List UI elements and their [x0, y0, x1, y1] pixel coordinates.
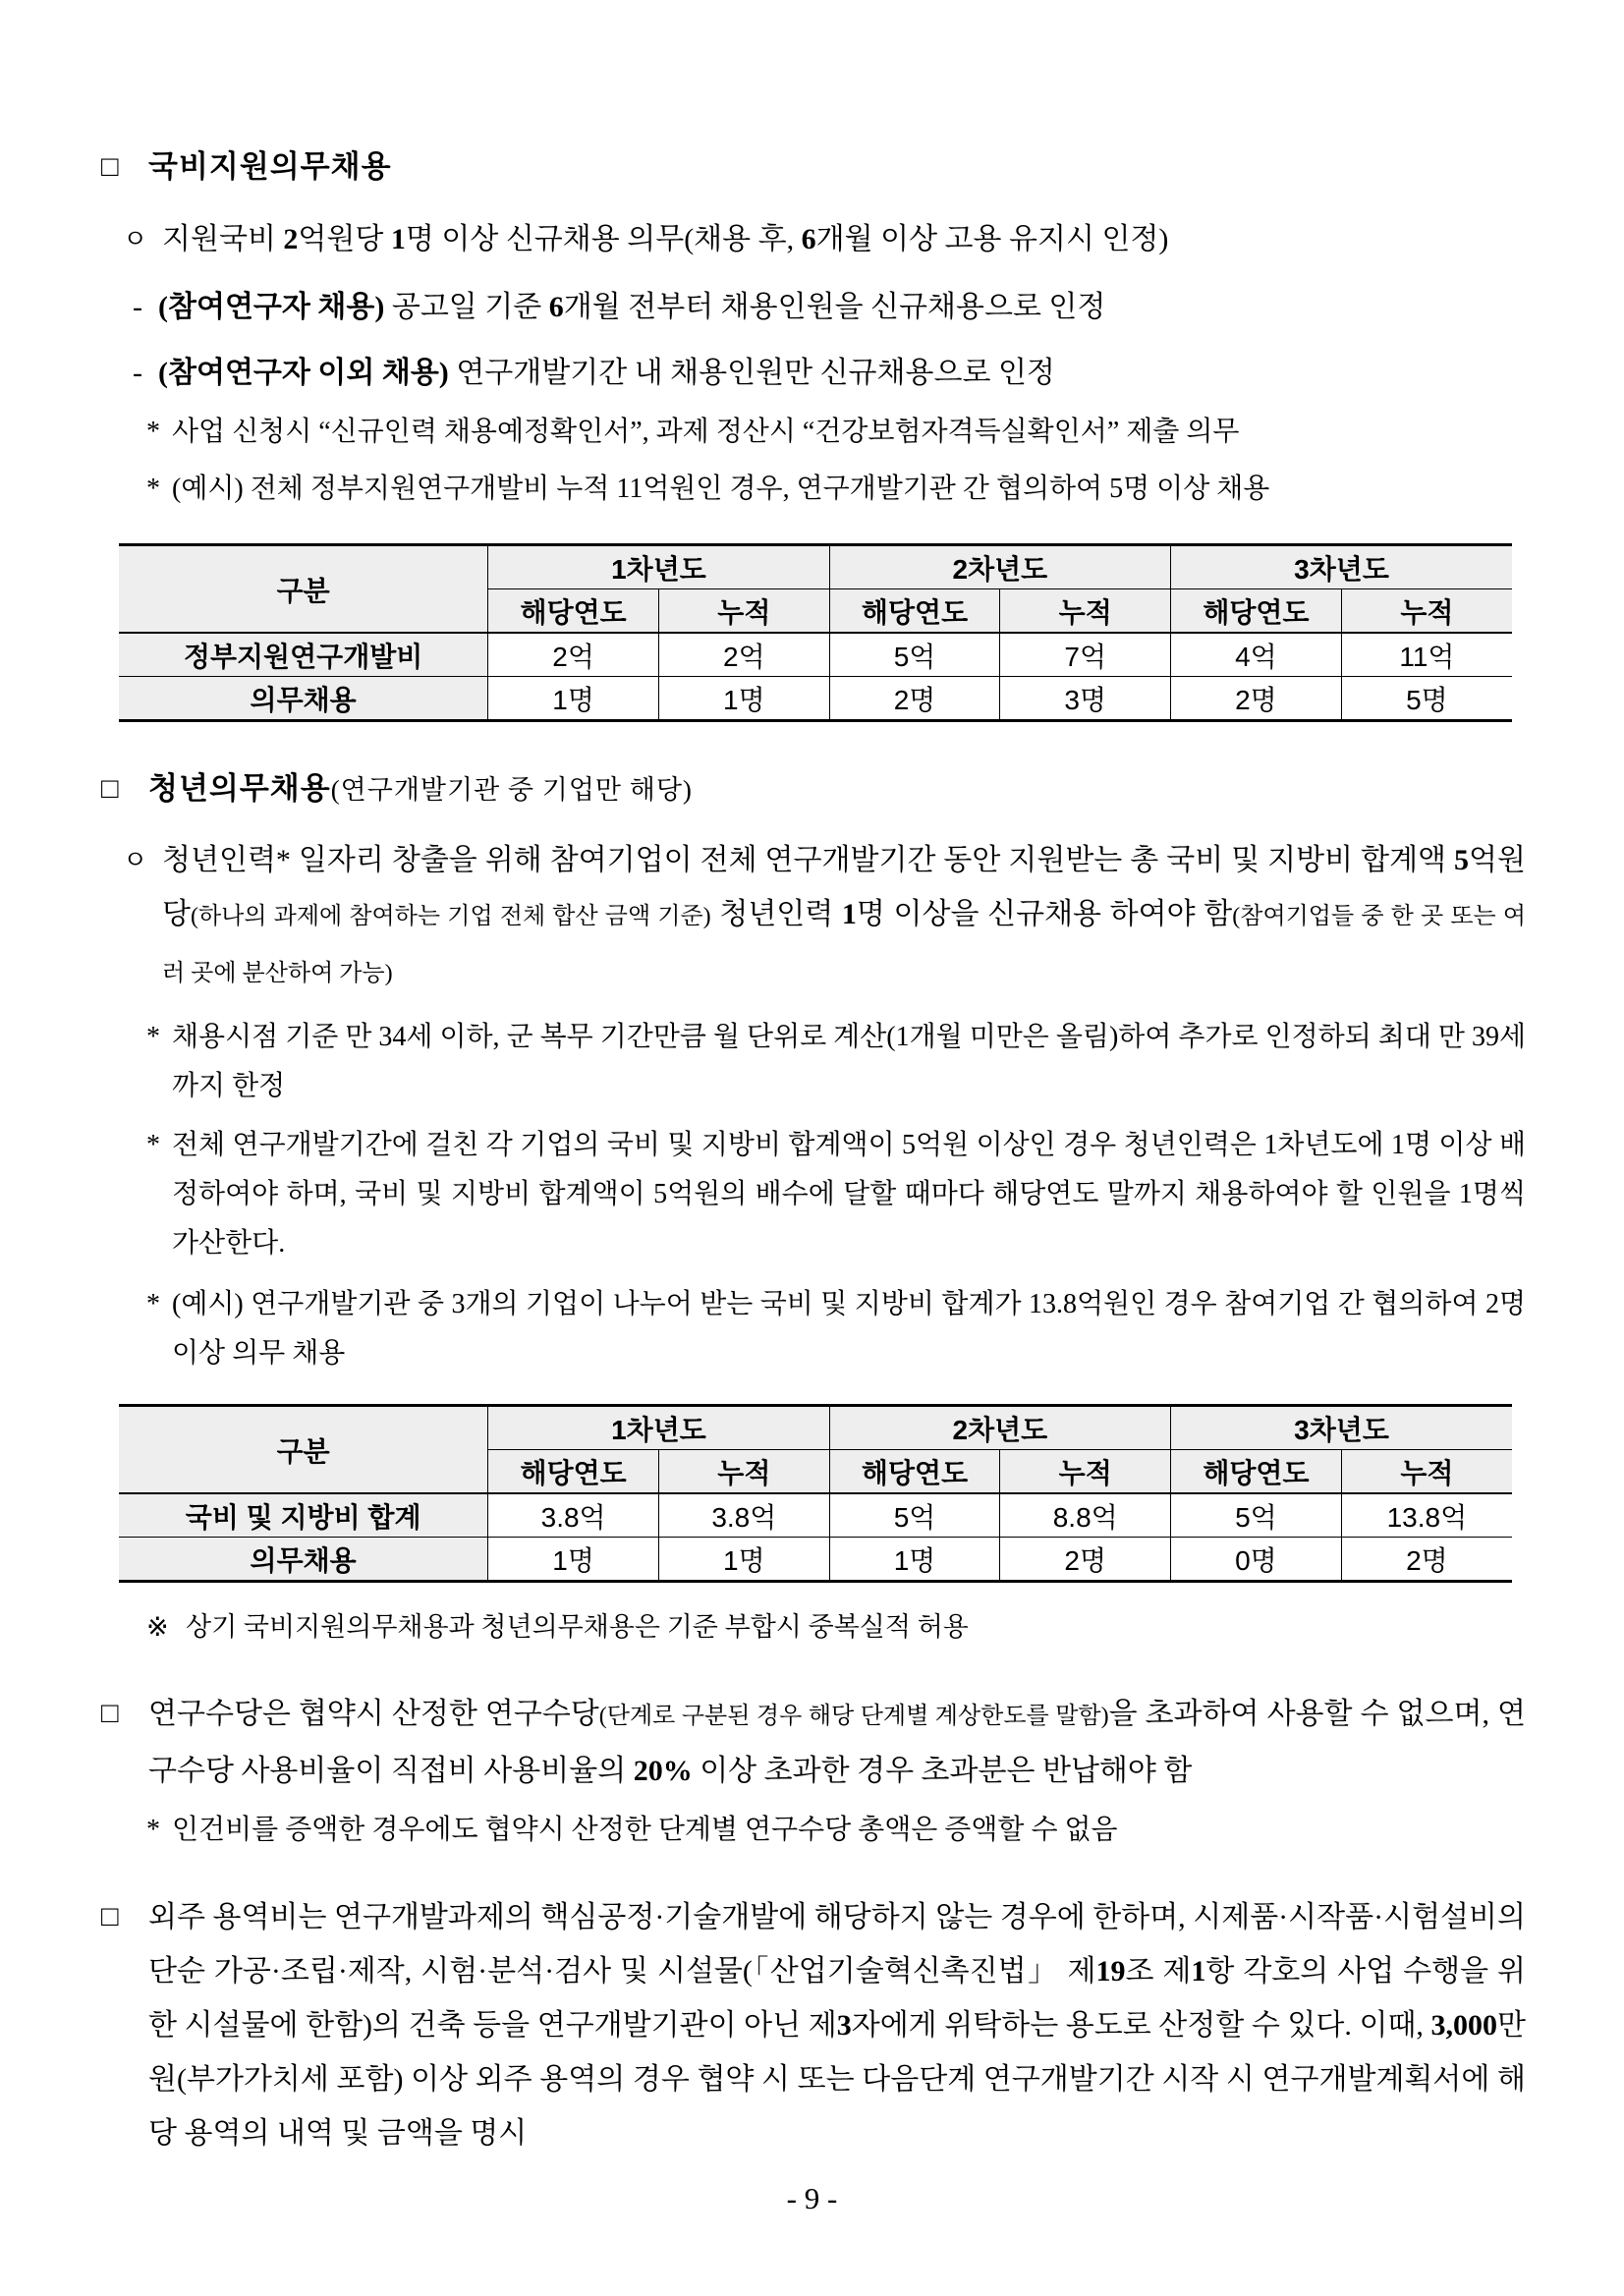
table-row [119, 633, 1512, 677]
bullet-youth-hiring [101, 833, 1526, 1001]
circle-bullet-icon: ㅇ [123, 846, 148, 874]
table-row [119, 677, 1512, 721]
reference-mark-icon: ※ [146, 1612, 169, 1642]
t1-cell: 2명 [1171, 677, 1342, 721]
section-heading-national-fund-hiring [101, 147, 1526, 187]
dash-bullet-icon: - [133, 291, 142, 323]
t2-cell: 3.8억 [488, 1493, 659, 1538]
t2-subheader: 해당연도 [488, 1450, 659, 1494]
t1-cell: 5명 [1341, 677, 1512, 721]
star-note-example-1 [101, 465, 1526, 514]
table-youth-hiring-wrap [101, 1404, 1526, 1583]
table-national-fund-hiring-wrap [101, 543, 1526, 722]
paragraph-text: 외주 용역비는 연구개발과제의 핵심공정·기술개발에 해당하지 않는 경우에 한하며, 시제품·시작품·시험설비의 단순 가공·조립·제작, 시험·분석·검사 및 시설물(「산업기술혁신촉진법」 제19조 제1항 각호의 사업 수행을 위한 시설물에 한함)의 건축 등을 연구개발기관이 아닌 제3자에게 위탁하는 용도로 산정할 수 있다. 이때, 3,000만원(부가가치세 포함) 이상 외주 용역의 경우 협약 시 또는 다음단계 연구개발기간 시작 시 연구개발계획서에 해당 용역의 내역 및 금액을 명시 [148, 1901, 1526, 2150]
t2-subheader: 누적 [1000, 1450, 1171, 1494]
t1-cell: 11억 [1341, 633, 1512, 677]
t1-subheader: 누적 [658, 589, 829, 634]
star-note-example-2 [101, 1280, 1526, 1378]
t2-year2-header: 2차년도 [829, 1406, 1170, 1450]
star-note-text: (예시) 연구개발기관 중 3개의 기업이 나누어 받는 국비 및 지방비 합계가 13.8억원인 경우 참여기업 간 협의하여 2명 이상 의무 채용 [172, 1289, 1526, 1369]
table-national-fund-hiring [119, 543, 1512, 722]
t2-cell: 0명 [1171, 1538, 1342, 1582]
reference-note-duplication [101, 1606, 1526, 1648]
section-heading-youth-hiring [101, 769, 1526, 810]
t2-cell: 1명 [829, 1538, 1000, 1582]
dash-item-text: (참여연구자 이외 채용) 연구개발기간 내 채용인원만 신규채용으로 인정 [158, 357, 1055, 389]
t2-subheader: 해당연도 [829, 1450, 1000, 1494]
t2-cell: 1명 [488, 1538, 659, 1582]
star-note-text: 전체 연구개발기간에 걸친 각 기업의 국비 및 지방비 합계액이 5억원 이상인 경우 청년인력은 1차년도에 1명 이상 배정하여야 하며, 국비 및 지방비 합계액이 5억원의 배수에 달할 때마다 해당연도 말까지 채용하여야 할 인원을 1명씩 가산한다. [172, 1130, 1526, 1259]
asterisk-icon: * [146, 1815, 160, 1845]
t2-subheader: 해당연도 [1171, 1450, 1342, 1494]
t1-row-label: 의무채용 [119, 677, 488, 721]
t1-cell: 1명 [658, 677, 829, 721]
star-note-age-limit [101, 1013, 1526, 1111]
t1-subheader: 해당연도 [829, 589, 1000, 634]
star-note-text: 채용시점 기준 만 34세 이하, 군 복무 기간만큼 월 단위로 계산(1개월 미만은 올림)하여 추가로 인정하되 최대 만 39세까지 한정 [172, 1022, 1526, 1101]
bullet-text: 지원국비 2억원당 1명 이상 신규채용 의무(채용 후, 6개월 이상 고용 유지시 인정) [162, 223, 1169, 255]
t2-cell: 8.8억 [1000, 1493, 1171, 1538]
t1-cell: 7억 [1000, 633, 1171, 677]
t2-row-label: 의무채용 [119, 1538, 488, 1582]
t1-year2-header: 2차년도 [829, 545, 1170, 589]
bullet-text: 청년인력* 일자리 창출을 위해 참여기업이 전체 연구개발기간 동안 지원받는 총 국비 및 지방비 합계액 5억원 당(하나의 과제에 참여하는 기업 전체 합산 금액 기준) 청년인력 1명 이상을 신규채용 하여야 함(참여기업들 중 한 곳 또는 여러 곳에 분산하여 가능) [162, 844, 1527, 986]
t1-cell: 4억 [1171, 633, 1342, 677]
checkbox-icon: □ [101, 1901, 119, 1932]
asterisk-icon: * [146, 417, 160, 447]
t2-year1-header: 1차년도 [488, 1406, 829, 1450]
table-row [119, 1538, 1512, 1582]
circle-bullet-icon: ㅇ [123, 225, 148, 253]
checkbox-icon: □ [101, 151, 119, 183]
t1-row-label: 정부지원연구개발비 [119, 633, 488, 677]
t2-subheader: 누적 [658, 1450, 829, 1494]
table-row [119, 1493, 1512, 1538]
t1-subheader: 해당연도 [488, 589, 659, 634]
t1-subheader: 누적 [1341, 589, 1512, 634]
t2-cell: 2명 [1000, 1538, 1171, 1582]
t2-cell: 13.8억 [1341, 1493, 1512, 1538]
t2-cell: 2명 [1341, 1538, 1512, 1582]
dash-bullet-icon: - [133, 357, 142, 389]
t1-cell: 2억 [488, 633, 659, 677]
table-youth-hiring [119, 1404, 1512, 1583]
t1-cell: 3명 [1000, 677, 1171, 721]
t2-row-label: 국비 및 지방비 합계 [119, 1493, 488, 1538]
checkbox-icon: □ [101, 773, 119, 805]
paragraph-outsourcing-cost [101, 1890, 1526, 2160]
t1-corner-header: 구분 [119, 545, 488, 634]
asterisk-icon: * [146, 1130, 160, 1160]
t1-year1-header: 1차년도 [488, 545, 829, 589]
t1-subheader: 누적 [1000, 589, 1171, 634]
star-note-allowance-cap [101, 1806, 1526, 1855]
dash-item-nonparticipant-hire [101, 346, 1526, 400]
star-note-text: 인건비를 증액한 경우에도 협약시 산정한 단계별 연구수당 총액은 증액할 수 없음 [172, 1815, 1118, 1845]
dash-item-participant-hire [101, 280, 1526, 334]
t1-year3-header: 3차년도 [1171, 545, 1512, 589]
t2-year3-header: 3차년도 [1171, 1406, 1512, 1450]
dash-item-text: (참여연구자 채용) 공고일 기준 6개월 전부터 채용인원을 신규채용으로 인정 [158, 291, 1106, 323]
star-note-text: (예시) 전체 정부지원연구개발비 누적 11억원인 경우, 연구개발기관 간 협의하여 5명 이상 채용 [172, 474, 1270, 504]
section-heading-text: 청년의무채용(연구개발기관 중 기업만 해당) [148, 771, 693, 806]
t2-cell: 5억 [1171, 1493, 1342, 1538]
t1-subheader: 해당연도 [1171, 589, 1342, 634]
star-note-allocation-rule [101, 1121, 1526, 1268]
t1-cell: 1명 [488, 677, 659, 721]
t2-subheader: 누적 [1341, 1450, 1512, 1494]
t1-cell: 2억 [658, 633, 829, 677]
asterisk-icon: * [146, 1022, 160, 1052]
t2-corner-header: 구분 [119, 1406, 488, 1494]
star-note-documents [101, 408, 1526, 457]
paragraph-text: 연구수당은 협약시 산정한 연구수당(단계로 구분된 경우 해당 단계별 계상한도를 말함)을 초과하여 사용할 수 없으며, 연구수당 사용비율이 직접비 사용비율의 20% 이상 초과한 경우 초과분은 반납해야 함 [148, 1698, 1526, 1787]
asterisk-icon: * [146, 474, 160, 504]
asterisk-icon: * [146, 1289, 160, 1319]
t2-cell: 1명 [658, 1538, 829, 1582]
page-number: - 9 - [786, 2181, 838, 2215]
t1-cell: 2명 [829, 677, 1000, 721]
star-note-text: 사업 신청시 “신규인력 채용예정확인서”, 과제 정산시 “건강보험자격득실확인서” 제출 의무 [172, 417, 1240, 447]
checkbox-icon: □ [101, 1698, 119, 1729]
paragraph-research-allowance [101, 1687, 1526, 1798]
t2-cell: 3.8억 [658, 1493, 829, 1538]
section-heading-text: 국비지원의무채용 [148, 149, 392, 184]
bullet-hiring-duty [101, 212, 1526, 266]
t2-cell: 5억 [829, 1493, 1000, 1538]
reference-note-text: 상기 국비지원의무채용과 청년의무채용은 기준 부합시 중복실적 허용 [186, 1612, 969, 1642]
t1-cell: 5억 [829, 633, 1000, 677]
